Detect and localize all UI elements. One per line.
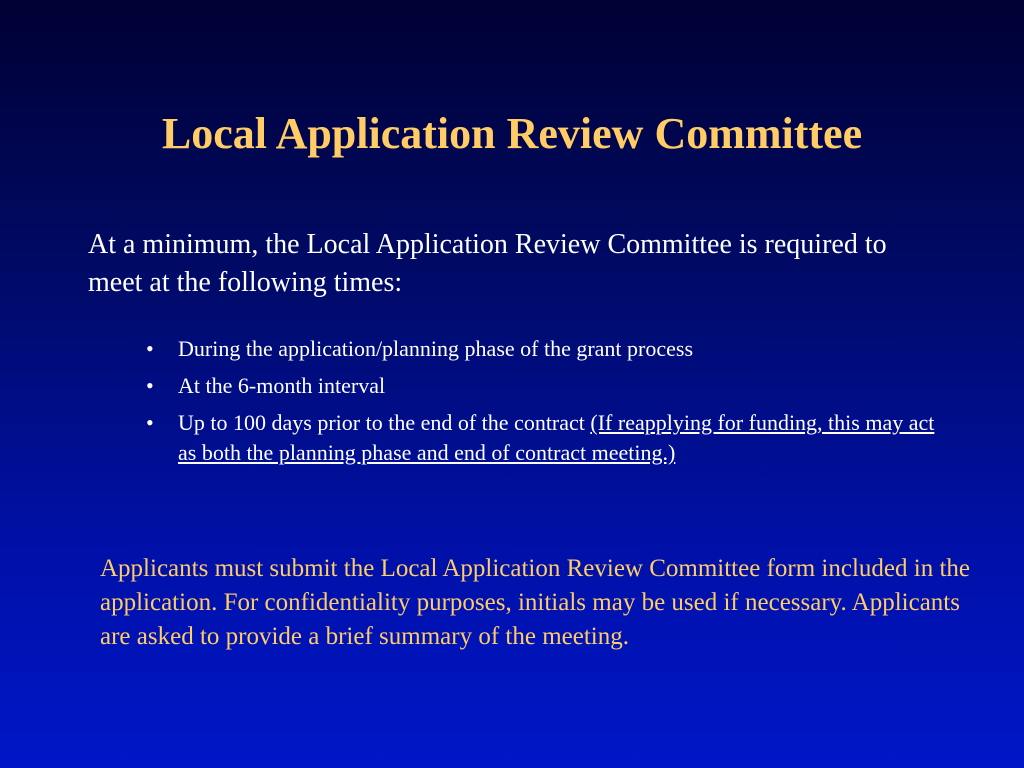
list-item: [146, 334, 946, 364]
list-item-text: At the 6-month interval: [178, 373, 386, 398]
list-item: [146, 408, 946, 468]
meeting-times-list: [146, 334, 946, 475]
intro-text: At a minimum, the Local Application Review Committee is required to meet at the following times:: [88, 229, 887, 298]
list-item-text: Up to 100 days prior to the end of the contract: [178, 410, 591, 435]
list-item-note: (If reapplying for funding, this may act as both the planning phase and end of contract meeting.): [178, 410, 935, 465]
bullet-icon: •: [146, 410, 154, 435]
list-item-text: During the application/planning phase of the grant process: [178, 336, 694, 361]
bullet-icon: •: [146, 373, 154, 398]
list-item: [146, 371, 946, 401]
closing-text: Applicants must submit the Local Application Review Committee form included in the application. For confidentiality purposes, initials may be used if necessary. Applicants are asked to provide a brief summary of the meeting.: [100, 555, 970, 650]
slide-title: Local Application Review Committee: [161, 109, 863, 158]
bullet-icon: •: [146, 336, 154, 361]
